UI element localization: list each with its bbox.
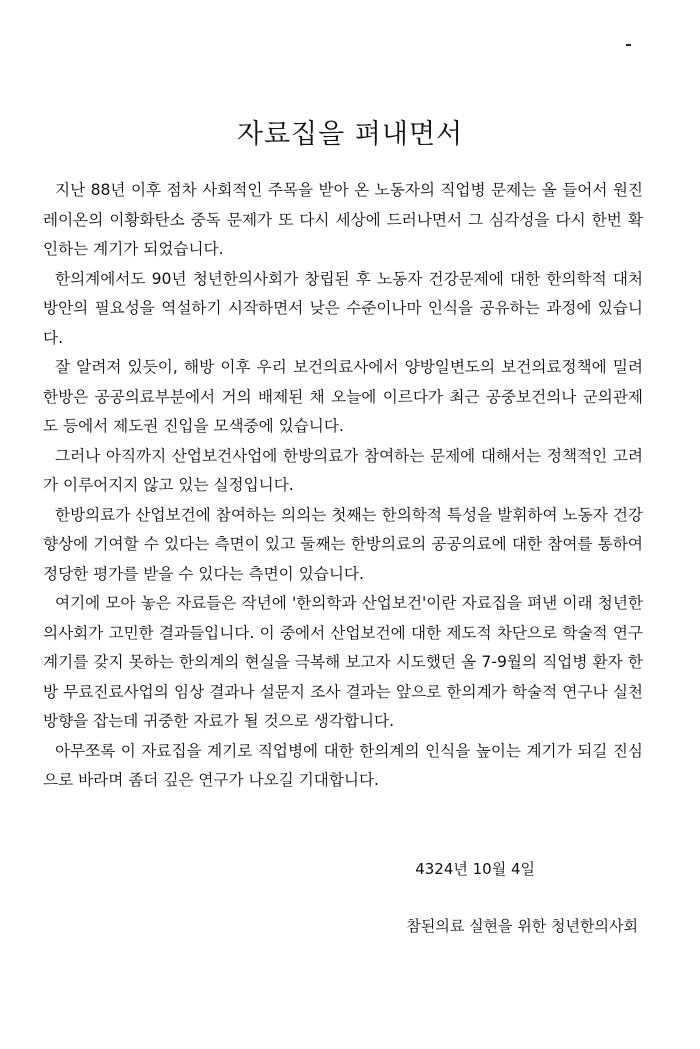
paragraph: 한방의료가 산업보건에 참여하는 의의는 첫째는 한의학적 특성을 발휘하여 노동자 건강 향상에 기여할 수 있다는 측면이 있고 둘째는 한방의료의 공공의료에 대한 참여를 통하여 정당한 평가를 받을 수 있다는 측면이 있습니다.: [43, 505, 643, 583]
scan-mark: [626, 44, 631, 46]
paragraph: 아무쪼록 이 자료집을 계기로 직업병에 대한 한의계의 인식을 높이는 계기가 되길 진심으로 바라며 좀더 깊은 연구가 나오길 기대합니다.: [43, 741, 643, 789]
paragraph: 그러나 아직까지 산업보건사업에 한방의료가 참여하는 문제에 대해서는 정책적인 고려가 이루어지지 않고 있는 실정입니다.: [43, 446, 643, 494]
document-body: [43, 176, 643, 796]
paragraph: 잘 알려져 있듯이, 해방 이후 우리 보건의료사에서 양방일변도의 보건의료정책에 밀려 한방은 공공의료부분에서 거의 배제된 채 오늘에 이르다가 최근 공중보건의나 군의관제도 등에서 제도권 진입을 모색중에 있습니다.: [43, 358, 643, 435]
paragraph: 한의계에서도 90년 청년한의사회가 창립된 후 노동자 건강문제에 대한 한의학적 대처방안의 필요성을 역설하기 시작하면서 낮은 수준이나마 인식을 공유하는 과정에 있습니다.: [43, 269, 643, 347]
signature-organization: 참된의료 실현을 위한 청년한의사회: [406, 917, 638, 935]
paragraph: 지난 88년 이후 점차 사회적인 주목을 받아 온 노동자의 직업병 문제는 올 들어서 원진레이온의 이황화탄소 중독 문제가 또 다시 세상에 드러나면서 그 심각성을 다시 한번 확인하는 계기가 되었습니다.: [43, 181, 643, 258]
document-date: 4324년 10월 4일: [415, 860, 535, 878]
paragraph: 여기에 모아 놓은 자료들은 작년에 '한의학과 산업보건'이란 자료집을 펴낸 이래 청년한의사회가 고민한 결과들입니다. 이 중에서 산업보건에 대한 제도적 차단으로 학술적 연구 계기를 갖지 못하는 한의계의 현실을 극복해 보고자 시도했던 올 7-9월의 직업병 환자 한방 무료진료사업의 임상 결과나 설문지 조사 결과는 앞으로 한의계가 학술적 연구나 실천방향을 잡는데 귀중한 자료가 될 것으로 생각합니다.: [43, 594, 643, 730]
document-title: 자료집을 펴내면서: [236, 119, 464, 150]
